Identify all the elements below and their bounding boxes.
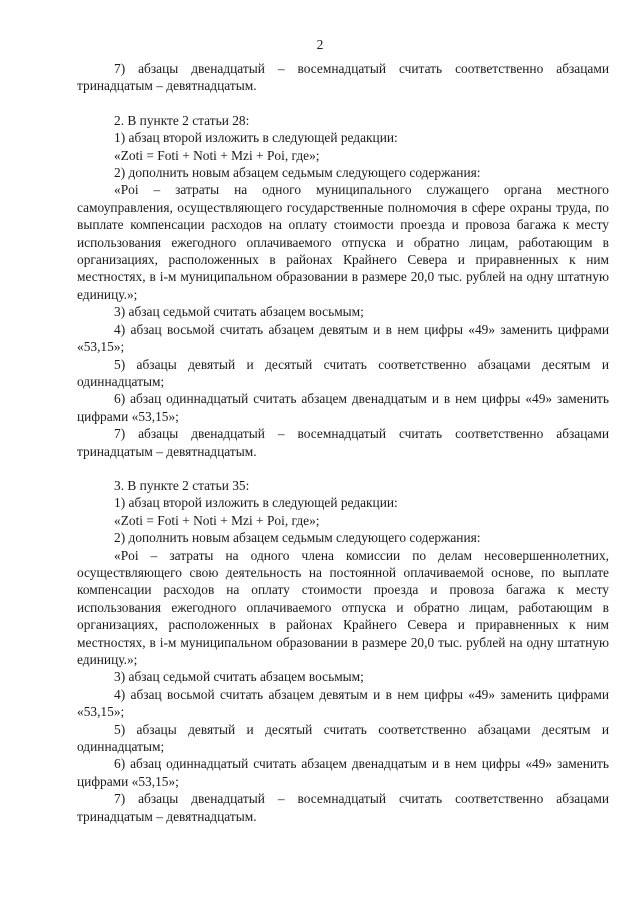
quoted-paragraph: «Poi – затраты на одного муниципального служащего органа местного самоуправления, осуществляющего государственные полномочия в сфере охраны труда, по выплате компенсации расходов на оплату стоимости проезда и провоза багажа к месту использования ежегодного оплачиваемого отпуска и обратно лицам, работающим в организациях, расположенных в районах Крайнего Севера и приравненных к ним местностях, в i-м муниципальном образовании в размере 20,0 тыс. рублей на одну штатную единицу.»;: [77, 182, 609, 302]
paragraph-item-7-previous: 7) абзацы двенадцатый – восемнадцатый считать соответственно абзацами тринадцатым – девятнадцатым.: [77, 61, 609, 94]
list-item: 4) абзац восьмой считать абзацем девятым и в нем цифры «49» заменить цифрами «53,15»;: [77, 321, 609, 355]
list-item: 5) абзацы девятый и десятый считать соответственно абзацами десятым и одиннадцатым;: [77, 721, 609, 755]
list-item: 3) абзац седьмой считать абзацем восьмым;: [114, 669, 364, 685]
section-article-35: [77, 477, 609, 825]
section-article-28: [77, 112, 609, 460]
list-item: 1) абзац второй изложить в следующей редакции:: [114, 495, 398, 511]
list-item: 6) абзац одиннадцатый считать абзацем двенадцатым и в нем цифры «49» заменить цифрами «53,15»;: [77, 756, 609, 789]
spacer: [77, 95, 609, 112]
list-item: 3) абзац седьмой считать абзацем восьмым;: [114, 304, 364, 320]
quoted-paragraph: «Poi – затраты на одного члена комиссии по делам несовершеннолетних, осуществляющего свою деятельность на постоянной оплачиваемой основе, по выплате компенсации расходов на оплату стоимости проезда и провоза багажа к месту использования ежегодного оплачиваемого отпуска и обратно лицам, работающим в организациях, расположенных в районах Крайнего Севера и приравненных к ним местностях, в i-м муниципальном образовании в размере 20,0 тыс. рублей на одну штатную единицу.»;: [77, 547, 609, 667]
list-item: 2) дополнить новым абзацем седьмым следующего содержания:: [114, 165, 481, 181]
list-item: 7) абзацы двенадцатый – восемнадцатый считать соответственно абзацами тринадцатым – девятнадцатым.: [77, 426, 609, 459]
section-heading: 2. В пункте 2 статьи 28:: [114, 112, 250, 128]
list-item: 2) дополнить новым абзацем седьмым следующего содержания:: [114, 530, 481, 546]
list-item: 7) абзацы двенадцатый – восемнадцатый считать соответственно абзацами тринадцатым – девятнадцатым.: [77, 791, 609, 824]
list-item: 4) абзац восьмой считать абзацем девятым и в нем цифры «49» заменить цифрами «53,15»;: [77, 686, 609, 720]
list-item: 6) абзац одиннадцатый считать абзацем двенадцатым и в нем цифры «49» заменить цифрами «53,15»;: [77, 391, 609, 424]
list-item: 1) абзац второй изложить в следующей редакции:: [114, 130, 398, 146]
spacer: [77, 460, 609, 477]
document-body: [77, 60, 609, 825]
section-heading: 3. В пункте 2 статьи 35:: [114, 477, 250, 493]
page-number: 2: [316, 37, 324, 52]
formula-text: «Zoti = Foti + Noti + Mzi + Poi, где»;: [114, 147, 320, 163]
list-item: 5) абзацы девятый и десятый считать соответственно абзацами десятым и одиннадцатым;: [77, 356, 609, 389]
formula-text: «Zoti = Foti + Noti + Mzi + Poi, где»;: [114, 512, 320, 528]
